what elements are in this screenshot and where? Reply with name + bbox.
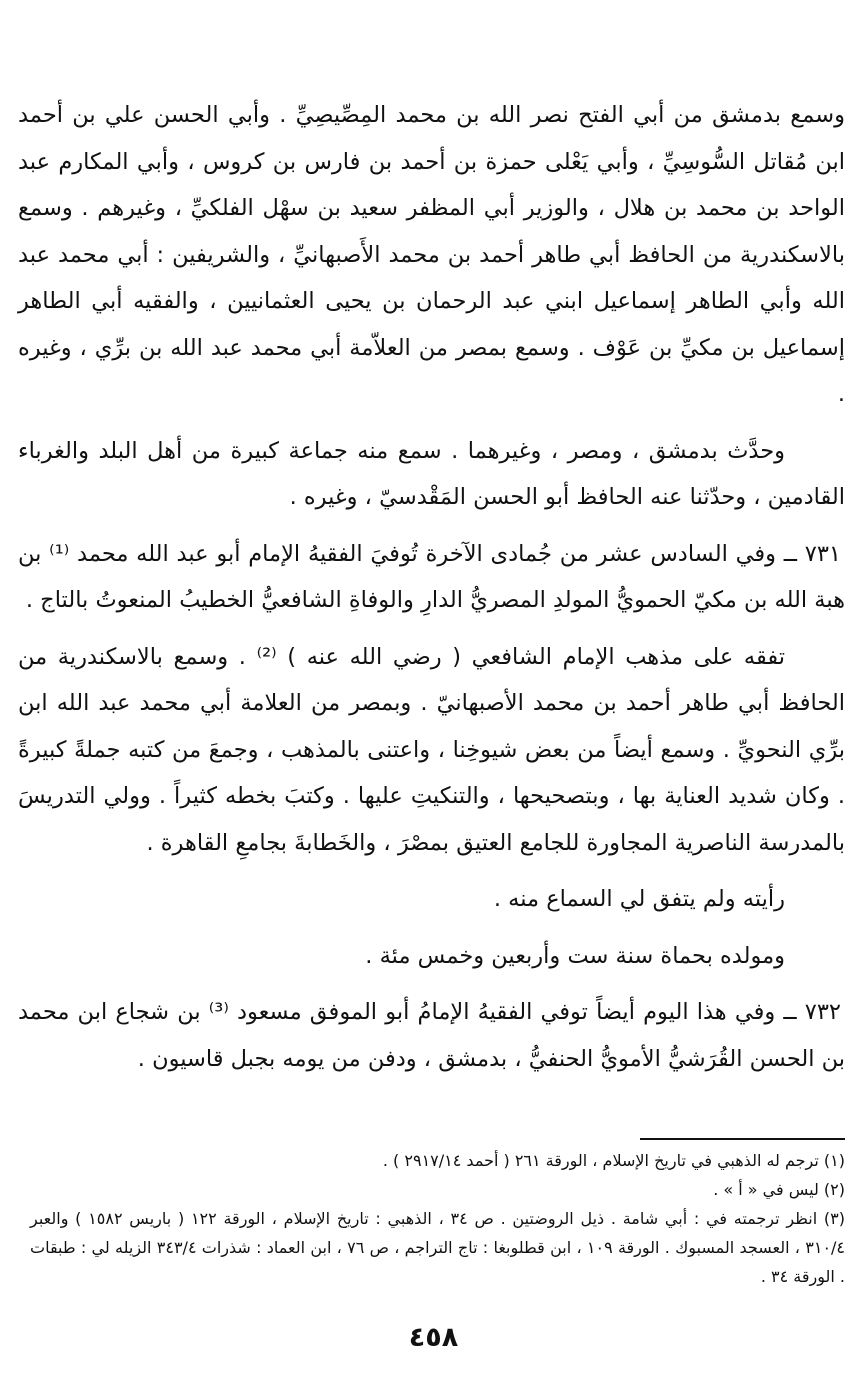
paragraph-entry-731-details: تفقه على مذهب الإمام الشافعي ( رضي الله عنه ) ⁽²⁾ . وسمع بالاسكندرية من الحافظ أبي طاهر أحمد بن محمد الأصبهانيّ . وبمصر من العلامة أبي محمد عبد الله ابن برِّي النحويِّ . وسمع أيضاً من بعض شيوخِنا ، واعتنى بالمذهب ، وجمعَ من كتبه جملةً كبيرةً . وكان شديد العناية بها ، وبتصحيحها ، والتنكيتِ عليها . وكتبَ بخطه كثيراً . وولي التدريسَ بالمدرسة الناصرية المجاورة للجامع العتيق بمصْرَ ، والخَطابةَ بجامعِ القاهرة . (18, 643, 845, 856)
paragraph-entry-731: ٧٣١ ــ وفي السادس عشر من جُمادى الآخرة تُوفيَ الفقيهُ الإمام أبو عبد الله محمد ⁽¹⁾ بن هبة الله بن مكيّ الحمويُّ المولدِ المصريُّ الدارِ والوفاةِ الشافعيُّ الخطيبُ المنعوتُ بالتاج . (18, 540, 845, 613)
footnote-2: (٢) ليس في « أ » . (713, 1180, 845, 1199)
footnote-1: (١) ترجم له الذهبي في تاريخ الإسلام ، الورقة ٢٦١ ( أحمد ٢٩١٧/١٤ ) . (382, 1151, 845, 1170)
main-text-block (18, 92, 845, 1092)
footnote-divider (640, 1138, 845, 1140)
footnote-3: (٣) انظر ترجمته في : أبي شامة . ذيل الروضتين . ص ٣٤ ، الذهبي : تاريخ الإسلام ، الورقة ١٢٢ ( باريس ١٥٨٢ ) والعبر ٣١٠/٤ ، العسجد المسبوك . الورقة ١٠٩ ، ابن قطلوبغا : تاج التراجم ، ص ٧٦ ، ابن العماد : شذرات ٣٤٣/٤ الزيله لي : طبقات . الورقة ٣٤ . (30, 1209, 846, 1286)
paragraph-author-note: رأيته ولم يتفق لي السماع منه . (493, 886, 785, 912)
footnotes-block (30, 1146, 845, 1291)
paragraph-entry-732: ٧٣٢ ــ وفي هذا اليوم أيضاً توفي الفقيهُ الإمامُ أبو الموفق مسعود ⁽³⁾ بن شجاع ابن محمد بن الحسن القُرَشيُّ الأمويُّ الحنفيُّ ، بدمشق ، ودفن من يومه بجبل قاسيون . (18, 999, 845, 1072)
paragraph-birth-note: ومولده بحماة سنة ست وأربعين وخمس مئة . (365, 942, 785, 969)
paragraph-narration: وحدَّث بدمشق ، ومصر ، وغيرهما . سمع منه جماعة كبيرة من أهل البلد والغرباء القادمين ، وحدّثنا عنه الحافظ أبو الحسن المَقْدسيّ ، وغيره . (18, 437, 845, 510)
page-number: ٤٥٨ (408, 1322, 459, 1353)
paragraph-biography-continued: وسمع بدمشق من أبي الفتح نصر الله بن محمد المِصِّيصِيِّ . وأبي الحسن علي بن أحمد ابن مُقاتل السُّوسِيِّ ، وأبي يَعْلى حمزة بن أحمد بن فارس بن كروس ، وأبي المكارم عبد الواحد بن محمد بن هلال ، والوزير أبي المظفر سعيد بن سهْل الفلكيِّ ، وغيرهم . وسمع بالاسكندرية من الحافظ أبي طاهر أحمد بن محمد الأَصبهانيِّ ، والشريفين : أبي محمد عبد الله وأبي الطاهر إسماعيل ابني عبد الرحمان بن يحيى العثمانيين ، والفقيه أبي الطاهر إسماعيل بن مكيِّ بن عَوْف . وسمع بمصر من العلاّمة أبي محمد عبد الله بن برِّي ، وغيره . (18, 102, 845, 407)
